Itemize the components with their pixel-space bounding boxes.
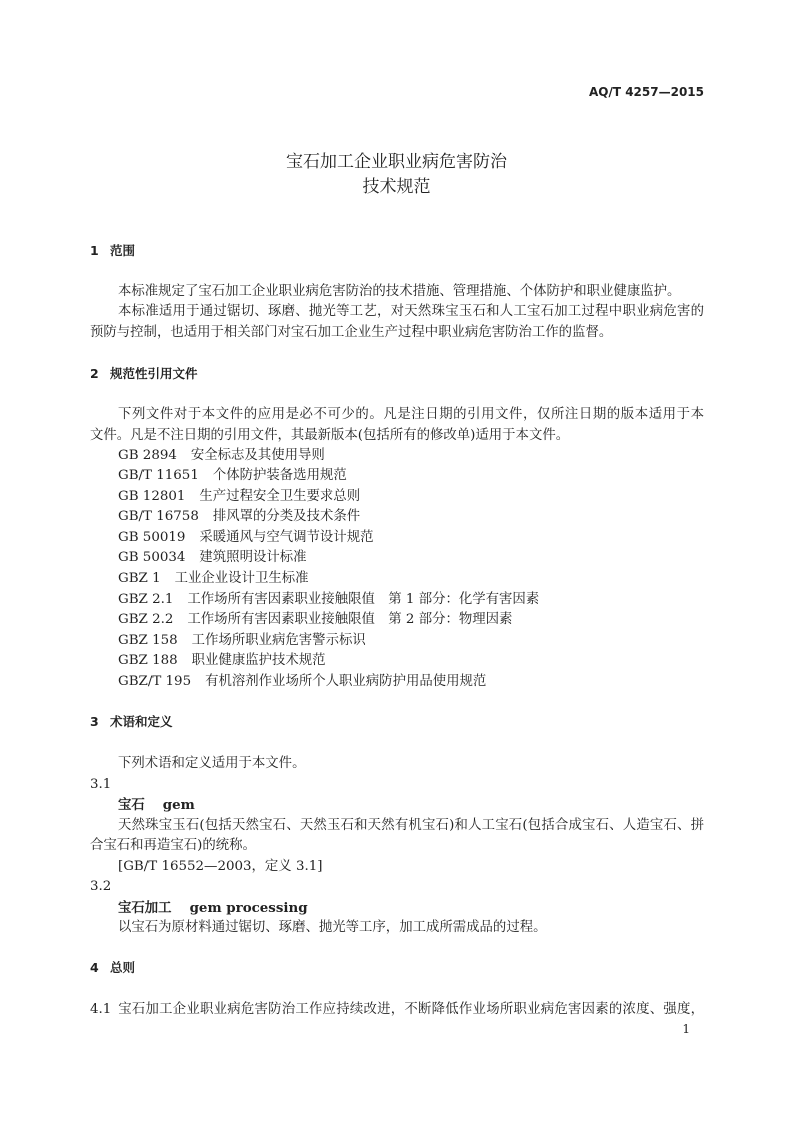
reference-title: 个体防护装备选用规范 — [212, 468, 347, 483]
reference-code: GB 50019 — [118, 530, 186, 545]
term-heading — [118, 797, 195, 814]
section-title: 范围 — [110, 243, 136, 258]
paragraph-line: 下列文件对于本文件的应用是必不可少的。凡是注日期的引用文件，仅所注日期的版本适用于本 — [118, 407, 704, 422]
definition-line: 合宝石和再造宝石)的统称。 — [90, 838, 256, 853]
term-en: gem — [162, 797, 195, 813]
reference-code: GBZ 158 — [118, 633, 178, 648]
paragraph-line: 下列术语和定义适用于本文件。 — [118, 756, 306, 771]
reference-title: 有机溶剂作业场所个人职业病防护用品使用规范 — [205, 674, 487, 689]
reference-title: 建筑照明设计标准 — [199, 550, 307, 565]
term-heading — [118, 900, 308, 917]
reference-item — [118, 612, 512, 628]
reference-code: GBZ 188 — [118, 653, 178, 668]
section-title: 规范性引用文件 — [110, 366, 198, 381]
reference-code: GBZ 2.2 — [118, 612, 174, 627]
section-title: 总则 — [110, 960, 136, 975]
section-heading-2 — [90, 366, 198, 382]
paragraph-line: 预防与控制，也适用于相关部门对宝石加工企业生产过程中职业病危害防治工作的监督。 — [90, 325, 613, 340]
reference-item — [118, 633, 366, 649]
term-zh: 宝石加工 — [118, 901, 172, 916]
definition-line: 以宝石为原材料通过锯切、琢磨、抛光等工序，加工成所需成品的过程。 — [118, 920, 547, 935]
reference-code: GB/T 16758 — [118, 509, 199, 524]
definition-line: 天然珠宝玉石(包括天然宝石、天然玉石和天然有机宝石)和人工宝石(包括合成宝石、人造宝石、拼 — [118, 818, 704, 833]
reference-title: 职业健康监护技术规范 — [191, 653, 326, 668]
reference-item — [118, 468, 347, 484]
reference-title: 工作场所职业病危害警示标识 — [191, 633, 366, 648]
section-number: 3 — [90, 714, 99, 729]
reference-code: GB 50034 — [118, 550, 186, 565]
definition-source: [GB/T 16552—2003，定义 3.1] — [118, 859, 323, 874]
page-number: 1 — [682, 1022, 690, 1036]
reference-code: GBZ 2.1 — [118, 592, 174, 607]
document-title-line1: 宝石加工企业职业病危害防治 — [286, 152, 507, 172]
reference-title: 工业企业设计卫生标准 — [174, 571, 309, 586]
reference-title: 安全标志及其使用导则 — [190, 448, 325, 463]
reference-title: 工作场所有害因素职业接触限值 第 1 部分：化学有害因素 — [187, 592, 540, 607]
reference-code: GBZ/T 195 — [118, 674, 192, 689]
reference-title: 工作场所有害因素职业接触限值 第 2 部分：物理因素 — [187, 612, 513, 627]
section-heading-4 — [90, 960, 135, 976]
section-number: 1 — [90, 243, 99, 258]
reference-code: GB 12801 — [118, 489, 186, 504]
section-title: 术语和定义 — [110, 714, 173, 729]
document-title-line2: 技术规范 — [362, 177, 431, 197]
reference-item — [118, 530, 373, 546]
reference-title: 生产过程安全卫生要求总则 — [199, 489, 361, 504]
reference-code: GBZ 1 — [118, 571, 161, 586]
reference-item — [118, 592, 539, 608]
reference-item — [118, 550, 307, 566]
section-heading-1 — [90, 243, 135, 259]
section-number: 4 — [90, 960, 99, 975]
clause-4-1 — [90, 1002, 704, 1018]
reference-code: GB/T 11651 — [118, 468, 199, 483]
reference-item — [118, 489, 360, 505]
term-zh: 宝石 — [118, 798, 145, 813]
standard-number: AQ/T 4257—2015 — [588, 85, 704, 99]
paragraph-line: 本标准适用于通过锯切、琢磨、抛光等工艺，对天然珠宝玉石和人工宝石加工过程中职业病危害的 — [118, 304, 704, 319]
reference-title: 排风罩的分类及技术条件 — [212, 509, 361, 524]
paragraph-line: 文件。凡是不注日期的引用文件，其最新版本(包括所有的修改单)适用于本文件。 — [90, 428, 570, 443]
reference-item — [118, 509, 360, 525]
clause-text: 宝石加工企业职业病危害防治工作应持续改进，不断降低作业场所职业病危害因素的浓度、强度， — [118, 1002, 704, 1017]
reference-item — [118, 653, 326, 669]
term-number: 3.2 — [90, 879, 112, 894]
reference-item — [118, 674, 486, 690]
reference-item — [118, 448, 325, 464]
reference-item — [118, 571, 309, 587]
clause-number: 4.1 — [90, 1002, 112, 1017]
reference-code: GB 2894 — [118, 448, 177, 463]
section-heading-3 — [90, 714, 173, 730]
term-en: gem processing — [189, 900, 308, 916]
section-number: 2 — [90, 366, 99, 381]
reference-title: 采暖通风与空气调节设计规范 — [199, 530, 374, 545]
paragraph-line: 本标准规定了宝石加工企业职业病危害防治的技术措施、管理措施、个体防护和职业健康监护。 — [118, 284, 681, 299]
term-number: 3.1 — [90, 777, 112, 792]
